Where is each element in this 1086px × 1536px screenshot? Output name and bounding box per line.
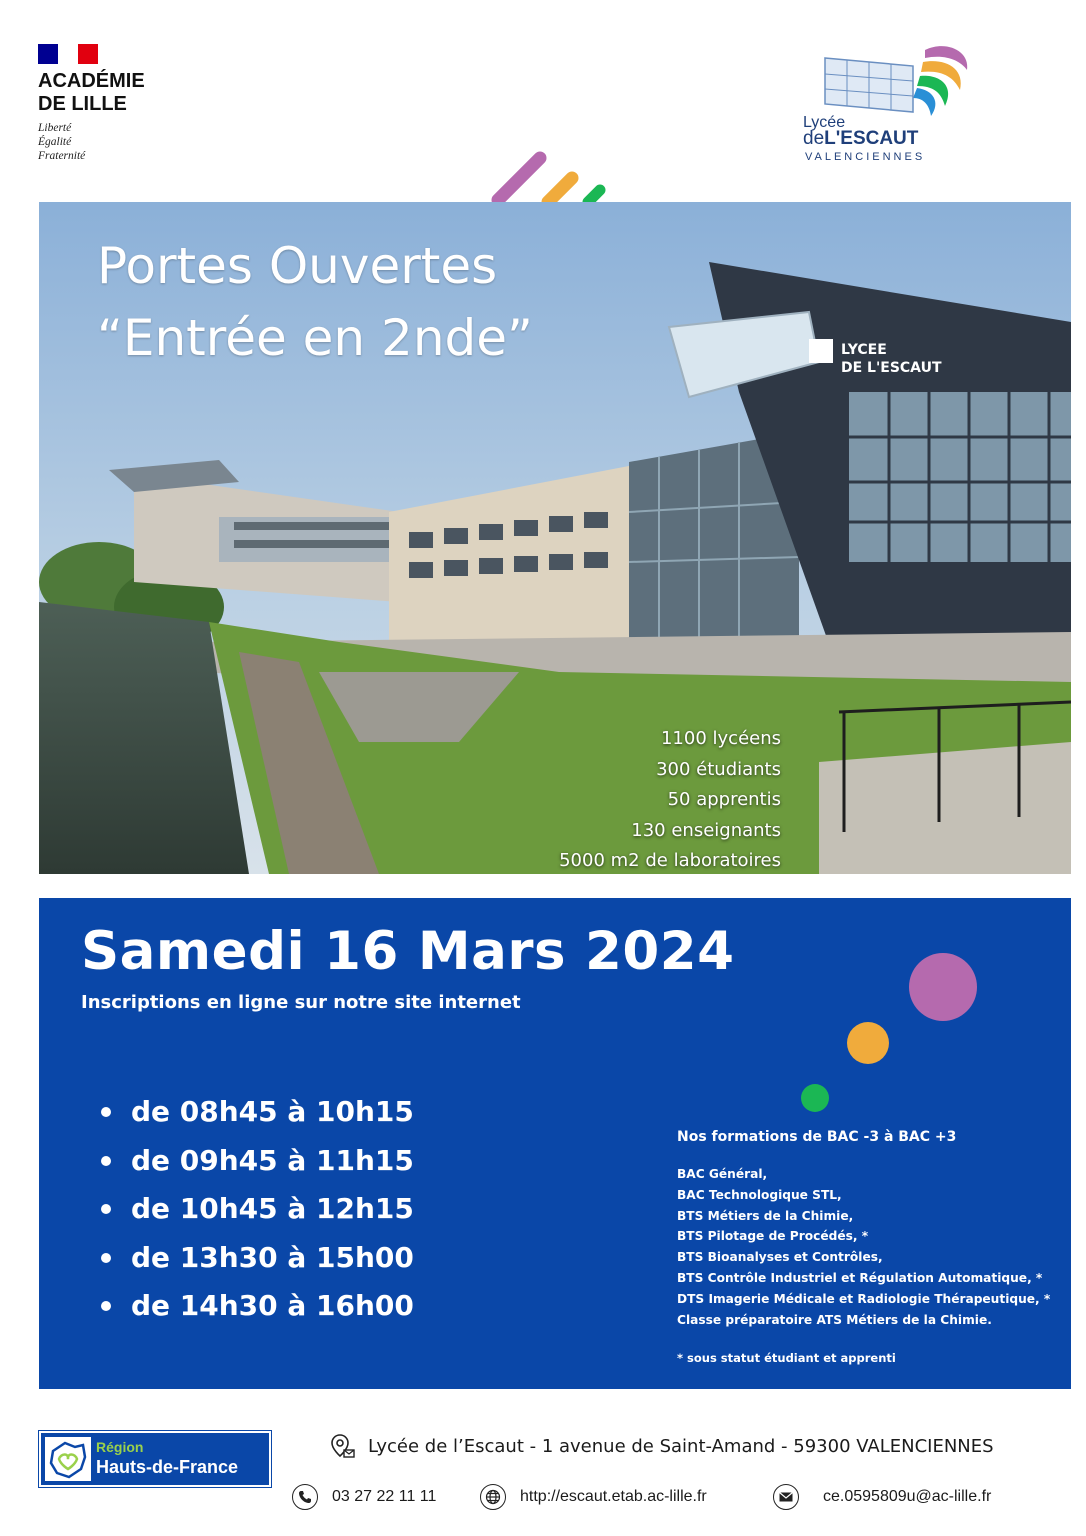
formation-item: DTS Imagerie Médicale et Radiologie Thérapeutique, *: [677, 1291, 1051, 1306]
location-icon: [328, 1432, 356, 1460]
globe-icon: [480, 1484, 506, 1510]
decorative-color-streaks: [490, 150, 610, 205]
academie-name: ACADÉMIE DE LILLE: [38, 70, 145, 115]
email-link[interactable]: ce.0595809u@ac-lille.fr: [823, 1488, 992, 1505]
event-date: Samedi 16 Mars 2024: [81, 921, 735, 982]
time-slots: [101, 1088, 414, 1331]
phone-number: 03 27 22 11 11: [332, 1488, 437, 1505]
hero-photo: [39, 202, 1071, 874]
website-contact: [480, 1484, 707, 1510]
mail-icon: [773, 1484, 799, 1510]
formation-item: BTS Métiers de la Chimie,: [677, 1208, 854, 1223]
title-line-1: Portes Ouvertes: [97, 237, 498, 295]
formation-item: BTS Bioanalyses et Contrôles,: [677, 1250, 883, 1265]
time-slot: de 10h45 à 12h15: [101, 1185, 414, 1234]
logo-lycee-text: Lycée: [803, 114, 846, 131]
event-panel: [39, 898, 1071, 1389]
formation-item: BTS Contrôle Industriel et Régulation Automatique, *: [677, 1270, 1043, 1285]
title-line-2: “Entrée en 2nde”: [97, 309, 533, 367]
academie-motto: Liberté Égalité Fraternité: [38, 122, 86, 162]
decorative-dot-purple: [909, 953, 977, 1021]
time-slot: de 14h30 à 16h00: [101, 1282, 414, 1331]
formations-list: [677, 1164, 1050, 1330]
phone-contact: [292, 1484, 436, 1510]
email-contact: [773, 1484, 991, 1510]
decorative-dot-green: [801, 1084, 829, 1112]
stat-item: 5000 m2 de laboratoires: [559, 850, 781, 871]
bullet-icon: [101, 1253, 111, 1263]
registration-note: Inscriptions en ligne sur notre site internet: [81, 992, 521, 1013]
building-sign-1: LYCEE: [841, 342, 887, 358]
school-stats: [559, 724, 781, 874]
logo-city-text: VALENCIENNES: [805, 151, 926, 163]
time-slot: de 08h45 à 10h15: [101, 1088, 414, 1137]
region-label: Région: [96, 1439, 144, 1455]
marianne-flag-icon: [38, 44, 98, 64]
formation-item: BAC Général,: [677, 1167, 768, 1181]
formations-title: Nos formations de BAC -3 à BAC +3: [677, 1129, 957, 1145]
time-slot: de 09h45 à 11h15: [101, 1137, 414, 1186]
bullet-icon: [101, 1204, 111, 1214]
time-slot: de 13h30 à 15h00: [101, 1234, 414, 1283]
stat-item: 1100 lycéens: [660, 728, 781, 749]
formations-footnote: * sous statut étudiant et apprenti: [677, 1351, 896, 1365]
formation-item: Classe préparatoire ATS Métiers de la Chimie.: [677, 1312, 992, 1327]
academie-logo: [38, 44, 178, 163]
france-map-icon: [45, 1437, 91, 1481]
stat-item: 50 apprentis: [667, 789, 781, 810]
address-text: Lycée de l’Escaut - 1 avenue de Saint-Amand - 59300 VALENCIENNES: [368, 1435, 994, 1457]
lycee-building-emblem-icon: [795, 40, 975, 120]
lycee-escaut-logo: [795, 40, 975, 165]
phone-icon: [292, 1484, 318, 1510]
bullet-icon: [101, 1107, 111, 1117]
stat-item: 130 enseignants: [631, 819, 781, 841]
stat-item: 300 étudiants: [656, 758, 781, 780]
formation-item: BAC Technologique STL,: [677, 1187, 842, 1202]
bullet-icon: [101, 1301, 111, 1311]
region-name: Hauts-de-France: [96, 1457, 239, 1477]
formation-item: BTS Pilotage de Procédés, *: [677, 1229, 869, 1244]
hero-title: [97, 230, 533, 374]
building-sign-2: DE L'ESCAUT: [841, 360, 942, 376]
bullet-icon: [101, 1156, 111, 1166]
website-link[interactable]: http://escaut.etab.ac-lille.fr: [520, 1488, 707, 1505]
decorative-dot-orange: [847, 1022, 889, 1064]
school-address: [328, 1432, 994, 1460]
region-hauts-de-france-logo: [39, 1431, 271, 1487]
logo-escaut-text: deL'ESCAUT: [803, 128, 919, 149]
